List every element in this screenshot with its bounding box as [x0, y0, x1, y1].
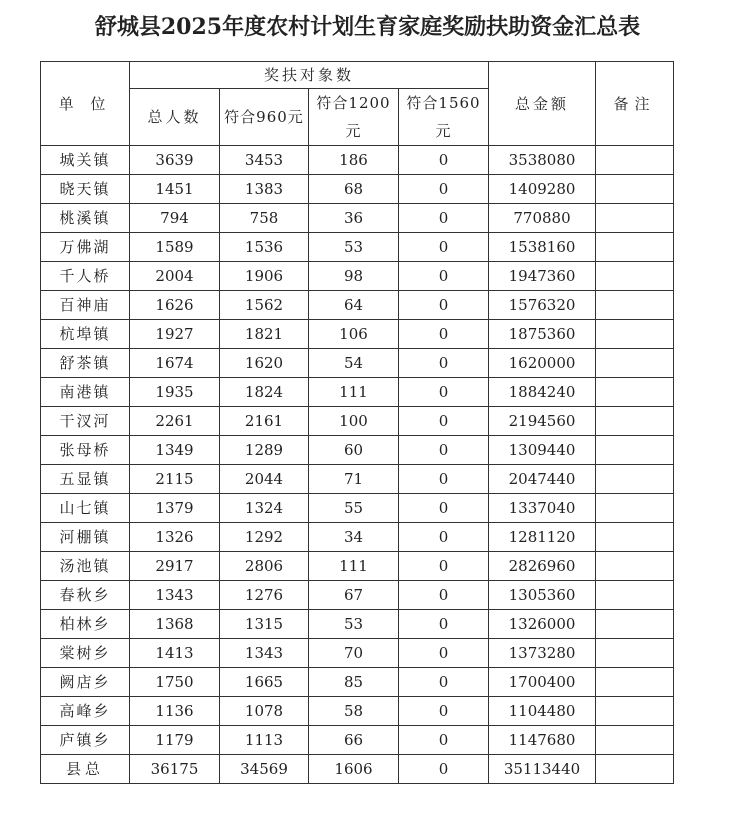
total-amount-cell: 2826960: [489, 552, 596, 581]
remarks-cell: [596, 668, 674, 697]
meet-1200-cell: 67: [309, 581, 399, 610]
meet-960-cell: 2161: [220, 407, 309, 436]
meet-1560-cell: 0: [399, 146, 489, 175]
meet-1200-cell: 53: [309, 233, 399, 262]
total-amount-cell: 1700400: [489, 668, 596, 697]
meet-960-cell: 1383: [220, 175, 309, 204]
total-amount-cell: 1281120: [489, 523, 596, 552]
remarks-cell: [596, 639, 674, 668]
unit-cell: 舒茶镇: [41, 349, 130, 378]
meet-960-cell: 1906: [220, 262, 309, 291]
remarks-cell: [596, 436, 674, 465]
total-people-cell: 1368: [130, 610, 220, 639]
table-row: [41, 146, 674, 175]
meet-960-cell: 1343: [220, 639, 309, 668]
meet-960-cell: 1276: [220, 581, 309, 610]
meet-1560-cell: 0: [399, 639, 489, 668]
remarks-cell: [596, 465, 674, 494]
remarks-cell: [596, 726, 674, 755]
meet-1200-header: 符合1200元: [309, 89, 399, 146]
meet-960-cell: 1315: [220, 610, 309, 639]
total-amount-cell: 1305360: [489, 581, 596, 610]
meet-1200-cell: 71: [309, 465, 399, 494]
meet-1200-cell: 111: [309, 552, 399, 581]
meet-1200-cell: 100: [309, 407, 399, 436]
remarks-cell: [596, 175, 674, 204]
remarks-cell: [596, 204, 674, 233]
remarks-cell: [596, 755, 674, 784]
total-people-cell: 1927: [130, 320, 220, 349]
meet-960-cell: 1536: [220, 233, 309, 262]
remarks-header: 备注: [596, 62, 674, 146]
table-row: [41, 610, 674, 639]
meet-1560-cell: 0: [399, 436, 489, 465]
total-people-cell: 1326: [130, 523, 220, 552]
meet-1200-cell: 85: [309, 668, 399, 697]
total-people-cell: 1750: [130, 668, 220, 697]
meet-1560-cell: 0: [399, 465, 489, 494]
meet-960-cell: 1665: [220, 668, 309, 697]
meet-1200-cell: 186: [309, 146, 399, 175]
unit-cell: 县总: [41, 755, 130, 784]
table-row: [41, 262, 674, 291]
table-row: [41, 639, 674, 668]
total-people-cell: 2004: [130, 262, 220, 291]
total-amount-cell: 35113440: [489, 755, 596, 784]
meet-1560-cell: 0: [399, 581, 489, 610]
meet-1560-header: 符合1560元: [399, 89, 489, 146]
meet-1200-cell: 111: [309, 378, 399, 407]
total-amount-cell: 1309440: [489, 436, 596, 465]
meet-1560-cell: 0: [399, 378, 489, 407]
unit-cell: 干汊河: [41, 407, 130, 436]
table-row: [41, 349, 674, 378]
total-people-cell: 36175: [130, 755, 220, 784]
unit-cell: 百神庙: [41, 291, 130, 320]
total-people-cell: 1349: [130, 436, 220, 465]
remarks-cell: [596, 349, 674, 378]
meet-960-cell: 1289: [220, 436, 309, 465]
table-row: [41, 581, 674, 610]
remarks-cell: [596, 552, 674, 581]
meet-1200-cell: 64: [309, 291, 399, 320]
table-row: [41, 726, 674, 755]
total-people-cell: 1451: [130, 175, 220, 204]
unit-cell: 棠树乡: [41, 639, 130, 668]
table-row: [41, 494, 674, 523]
summary-table: [40, 61, 674, 784]
meet-1200-cell: 1606: [309, 755, 399, 784]
total-amount-header: 总金额: [489, 62, 596, 146]
total-amount-cell: 1538160: [489, 233, 596, 262]
total-amount-cell: 1620000: [489, 349, 596, 378]
unit-cell: 河棚镇: [41, 523, 130, 552]
table-row: [41, 523, 674, 552]
meet-1560-cell: 0: [399, 726, 489, 755]
remarks-cell: [596, 262, 674, 291]
remarks-cell: [596, 146, 674, 175]
unit-cell: 城关镇: [41, 146, 130, 175]
table-row: [41, 204, 674, 233]
meet-960-cell: 1562: [220, 291, 309, 320]
total-amount-cell: 2194560: [489, 407, 596, 436]
meet-960-cell: 1324: [220, 494, 309, 523]
meet-960-cell: 2044: [220, 465, 309, 494]
meet-1560-cell: 0: [399, 204, 489, 233]
total-amount-cell: 1337040: [489, 494, 596, 523]
meet-1560-cell: 0: [399, 494, 489, 523]
total-people-cell: 1413: [130, 639, 220, 668]
unit-cell: 南港镇: [41, 378, 130, 407]
total-people-cell: 2115: [130, 465, 220, 494]
meet-1200-cell: 36: [309, 204, 399, 233]
unit-cell: 高峰乡: [41, 697, 130, 726]
total-people-cell: 1626: [130, 291, 220, 320]
meet-1200-cell: 68: [309, 175, 399, 204]
remarks-cell: [596, 610, 674, 639]
remarks-cell: [596, 291, 674, 320]
group-header: 奖扶对象数: [130, 62, 489, 89]
total-amount-cell: 770880: [489, 204, 596, 233]
total-amount-cell: 1947360: [489, 262, 596, 291]
table-row: [41, 465, 674, 494]
total-people-cell: 1589: [130, 233, 220, 262]
meet-1560-cell: 0: [399, 755, 489, 784]
remarks-cell: [596, 233, 674, 262]
total-amount-cell: 1147680: [489, 726, 596, 755]
meet-960-cell: 1821: [220, 320, 309, 349]
meet-1560-cell: 0: [399, 668, 489, 697]
unit-cell: 千人桥: [41, 262, 130, 291]
total-people-cell: 1179: [130, 726, 220, 755]
meet-1560-cell: 0: [399, 175, 489, 204]
total-amount-cell: 1576320: [489, 291, 596, 320]
unit-cell: 阙店乡: [41, 668, 130, 697]
remarks-cell: [596, 494, 674, 523]
meet-1200-cell: 66: [309, 726, 399, 755]
remarks-cell: [596, 378, 674, 407]
total-amount-cell: 1409280: [489, 175, 596, 204]
total-amount-cell: 1104480: [489, 697, 596, 726]
header-row-1: [41, 62, 674, 89]
meet-960-cell: 1078: [220, 697, 309, 726]
meet-1560-cell: 0: [399, 291, 489, 320]
meet-1560-cell: 0: [399, 610, 489, 639]
unit-cell: 晓天镇: [41, 175, 130, 204]
table-row: [41, 320, 674, 349]
unit-cell: 汤池镇: [41, 552, 130, 581]
meet-960-header: 符合960元: [220, 89, 309, 146]
table-row: [41, 668, 674, 697]
meet-960-cell: 2806: [220, 552, 309, 581]
total-people-cell: 2261: [130, 407, 220, 436]
remarks-cell: [596, 581, 674, 610]
meet-1200-cell: 98: [309, 262, 399, 291]
meet-1200-cell: 70: [309, 639, 399, 668]
table-row: [41, 233, 674, 262]
meet-1560-cell: 0: [399, 523, 489, 552]
table-row: [41, 175, 674, 204]
total-people-cell: 1343: [130, 581, 220, 610]
total-people-cell: 1379: [130, 494, 220, 523]
table-row: [41, 552, 674, 581]
table-row: [41, 291, 674, 320]
total-people-header: 总人数: [130, 89, 220, 146]
total-row: [41, 755, 674, 784]
unit-cell: 柏林乡: [41, 610, 130, 639]
unit-cell: 杭埠镇: [41, 320, 130, 349]
meet-1560-cell: 0: [399, 552, 489, 581]
total-people-cell: 3639: [130, 146, 220, 175]
table-row: [41, 436, 674, 465]
total-people-cell: 1674: [130, 349, 220, 378]
unit-cell: 五显镇: [41, 465, 130, 494]
meet-1200-cell: 34: [309, 523, 399, 552]
total-amount-cell: 1326000: [489, 610, 596, 639]
unit-cell: 桃溪镇: [41, 204, 130, 233]
table-body: [41, 146, 674, 784]
total-people-cell: 1935: [130, 378, 220, 407]
meet-1560-cell: 0: [399, 262, 489, 291]
table-row: [41, 697, 674, 726]
meet-960-cell: 1620: [220, 349, 309, 378]
unit-cell: 庐镇乡: [41, 726, 130, 755]
unit-cell: 山七镇: [41, 494, 130, 523]
document-title: 舒城县2025年度农村计划生育家庭奖励扶助资金汇总表: [94, 14, 641, 40]
total-amount-cell: 1373280: [489, 639, 596, 668]
table-row: [41, 378, 674, 407]
meet-960-cell: 3453: [220, 146, 309, 175]
total-amount-cell: 2047440: [489, 465, 596, 494]
meet-1560-cell: 0: [399, 697, 489, 726]
total-people-cell: 1136: [130, 697, 220, 726]
total-amount-cell: 3538080: [489, 146, 596, 175]
unit-header: 单 位: [41, 62, 130, 146]
meet-960-cell: 758: [220, 204, 309, 233]
unit-cell: 张母桥: [41, 436, 130, 465]
meet-1560-cell: 0: [399, 349, 489, 378]
table-row: [41, 407, 674, 436]
meet-1560-cell: 0: [399, 320, 489, 349]
remarks-cell: [596, 697, 674, 726]
meet-960-cell: 1824: [220, 378, 309, 407]
meet-1200-cell: 53: [309, 610, 399, 639]
meet-1200-cell: 106: [309, 320, 399, 349]
remarks-cell: [596, 320, 674, 349]
meet-1560-cell: 0: [399, 407, 489, 436]
meet-960-cell: 34569: [220, 755, 309, 784]
unit-cell: 万佛湖: [41, 233, 130, 262]
meet-960-cell: 1113: [220, 726, 309, 755]
total-amount-cell: 1875360: [489, 320, 596, 349]
meet-1200-cell: 60: [309, 436, 399, 465]
total-people-cell: 794: [130, 204, 220, 233]
remarks-cell: [596, 523, 674, 552]
remarks-cell: [596, 407, 674, 436]
meet-1560-cell: 0: [399, 233, 489, 262]
total-people-cell: 2917: [130, 552, 220, 581]
unit-cell: 春秋乡: [41, 581, 130, 610]
total-amount-cell: 1884240: [489, 378, 596, 407]
meet-1200-cell: 58: [309, 697, 399, 726]
meet-960-cell: 1292: [220, 523, 309, 552]
meet-1200-cell: 55: [309, 494, 399, 523]
meet-1200-cell: 54: [309, 349, 399, 378]
